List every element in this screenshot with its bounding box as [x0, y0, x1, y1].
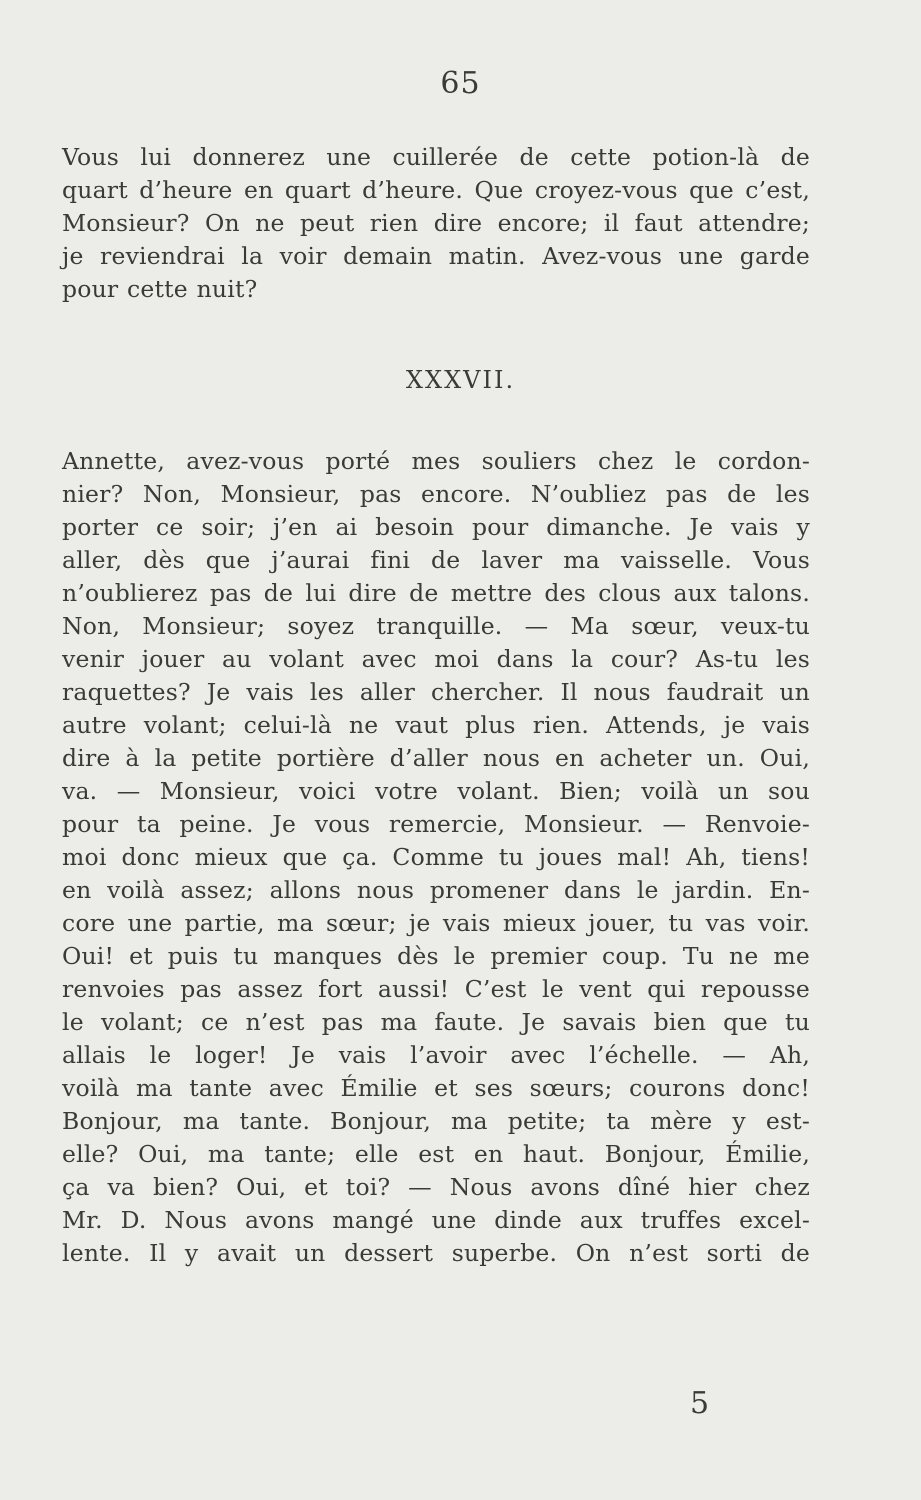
- signature-mark: 5: [690, 1386, 710, 1421]
- text-line: va. — Monsieur, voici votre volant. Bien; voilà un sou: [62, 777, 810, 805]
- text-line: en voilà assez; allons nous promener dans le jardin. En-: [62, 876, 810, 904]
- text-line: pour ta peine. Je vous remercie, Monsieur. — Renvoie-: [62, 810, 810, 838]
- text-line: moi donc mieux que ça. Comme tu joues mal! Ah, tiens!: [62, 843, 810, 871]
- text-line: n’oublierez pas de lui dire de mettre des clous aux talons.: [62, 579, 810, 607]
- paragraph-dialogue: [62, 445, 810, 1270]
- text-line: autre volant; celui-là ne vaut plus rien. Attends, je vais: [62, 711, 810, 739]
- text-line: core une partie, ma sœur; je vais mieux jouer, tu vas voir.: [62, 909, 810, 937]
- text-line: pour cette nuit?: [62, 275, 258, 303]
- text-line: Annette, avez-vous porté mes souliers chez le cordon-: [62, 447, 810, 475]
- paragraph-potion: [62, 141, 810, 306]
- text-line: Vous lui donnerez une cuillerée de cette potion-là de: [62, 143, 810, 171]
- text-line: Monsieur? On ne peut rien dire encore; il faut attendre;: [62, 209, 810, 237]
- text-line: raquettes? Je vais les aller chercher. Il nous faudrait un: [62, 678, 810, 706]
- text-line: aller, dès que j’aurai fini de laver ma vaisselle. Vous: [62, 546, 810, 574]
- text-line: quart d’heure en quart d’heure. Que croyez-vous que c’est,: [62, 176, 810, 204]
- text-line: nier? Non, Monsieur, pas encore. N’oubliez pas de les: [62, 480, 810, 508]
- text-line: le volant; ce n’est pas ma faute. Je savais bien que tu: [62, 1008, 810, 1036]
- text-line: Oui! et puis tu manques dès le premier coup. Tu ne me: [62, 942, 810, 970]
- text-line: voilà ma tante avec Émilie et ses sœurs; courons donc!: [62, 1074, 810, 1102]
- section-heading: XXXVII.: [405, 366, 516, 394]
- text-line: je reviendrai la voir demain matin. Avez-vous une garde: [62, 242, 810, 270]
- text-line: renvoies pas assez fort aussi! C’est le vent qui repousse: [62, 975, 810, 1003]
- text-line: Bonjour, ma tante. Bonjour, ma petite; ta mère y est-: [62, 1107, 810, 1135]
- text-line: Mr. D. Nous avons mangé une dinde aux truffes excel-: [62, 1206, 810, 1234]
- page-number: 65: [440, 66, 481, 101]
- text-line: dire à la petite portière d’aller nous en acheter un. Oui,: [62, 744, 810, 772]
- text-line: lente. Il y avait un dessert superbe. On n’est sorti de: [62, 1239, 810, 1267]
- text-line: allais le loger! Je vais l’avoir avec l’échelle. — Ah,: [62, 1041, 810, 1069]
- text-line: elle? Oui, ma tante; elle est en haut. Bonjour, Émilie,: [62, 1140, 810, 1168]
- text-line: porter ce soir; j’en ai besoin pour dimanche. Je vais y: [62, 513, 810, 541]
- text-line: venir jouer au volant avec moi dans la cour? As-tu les: [62, 645, 810, 673]
- text-line: ça va bien? Oui, et toi? — Nous avons dîné hier chez: [62, 1173, 810, 1201]
- text-line: Non, Monsieur; soyez tranquille. — Ma sœur, veux-tu: [62, 612, 810, 640]
